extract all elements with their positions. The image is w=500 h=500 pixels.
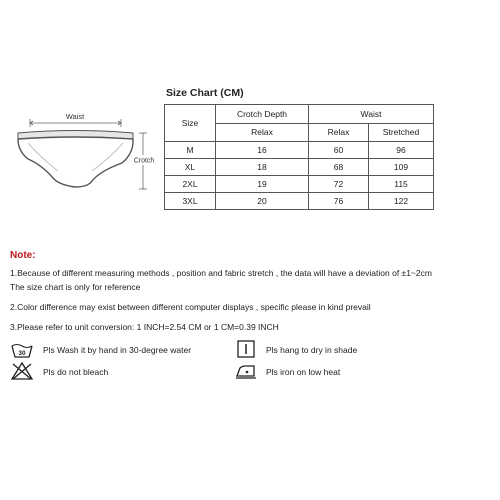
care-hang-dry-text: Pls hang to dry in shade: [266, 345, 358, 355]
size-chart-table: [164, 104, 434, 210]
size-chart-title: Size Chart (CM): [166, 87, 244, 99]
garment-diagram: [0, 95, 160, 195]
cell-waist-stretched: 109: [369, 159, 434, 176]
header-crotch-relax: Relax: [216, 123, 309, 142]
cell-waist-relax: 60: [309, 142, 369, 159]
table-row: [165, 176, 434, 193]
cell-waist-stretched: 96: [369, 142, 434, 159]
hand-wash-icon: [10, 341, 34, 359]
waist-label: Waist: [65, 112, 85, 121]
note-line-1: 1.Because of different measuring methods , position and fabric stretch , the data will have a deviation of ±1~2cm: [10, 268, 432, 278]
no-bleach-icon: [10, 362, 34, 380]
cell-size: 2XL: [165, 176, 216, 193]
cell-waist-stretched: 122: [369, 193, 434, 210]
header-waist: Waist: [309, 105, 434, 124]
note-line-4: 3.Please refer to unit conversion: 1 INCH=2.54 CM or 1 CM=0.39 INCH: [10, 322, 279, 332]
iron-low-heat-icon: [234, 362, 258, 380]
cell-size: XL: [165, 159, 216, 176]
note-title: Note:: [10, 250, 36, 261]
cell-waist-relax: 76: [309, 193, 369, 210]
care-hand-wash-text: Pls Wash it by hand in 30-degree water: [43, 345, 192, 355]
table-row: [165, 193, 434, 210]
wash-temp-text: 30: [18, 350, 26, 357]
crotch-label: Crotch: [133, 157, 155, 165]
cell-waist-stretched: 115: [369, 176, 434, 193]
cell-crotch: 19: [216, 176, 309, 193]
note-line-2: The size chart is only for reference: [10, 282, 141, 292]
hang-dry-icon: [236, 340, 256, 358]
header-waist-stretched: Stretched: [369, 123, 434, 142]
note-line-3: 2.Color difference may exist between different computer displays , specific please in kind prevail: [10, 302, 371, 312]
table-row: [165, 142, 434, 159]
header-size: Size: [165, 105, 216, 142]
table-row: [165, 159, 434, 176]
cell-size: M: [165, 142, 216, 159]
care-iron-text: Pls iron on low heat: [266, 367, 341, 377]
cell-crotch: 20: [216, 193, 309, 210]
cell-waist-relax: 68: [309, 159, 369, 176]
cell-crotch: 16: [216, 142, 309, 159]
brief-outline: [18, 131, 133, 188]
cell-waist-relax: 72: [309, 176, 369, 193]
header-crotch-depth: Crotch Depth: [216, 105, 309, 124]
header-waist-relax: Relax: [309, 123, 369, 142]
cell-size: 3XL: [165, 193, 216, 210]
care-no-bleach-text: Pls do not bleach: [43, 367, 109, 377]
cell-crotch: 18: [216, 159, 309, 176]
